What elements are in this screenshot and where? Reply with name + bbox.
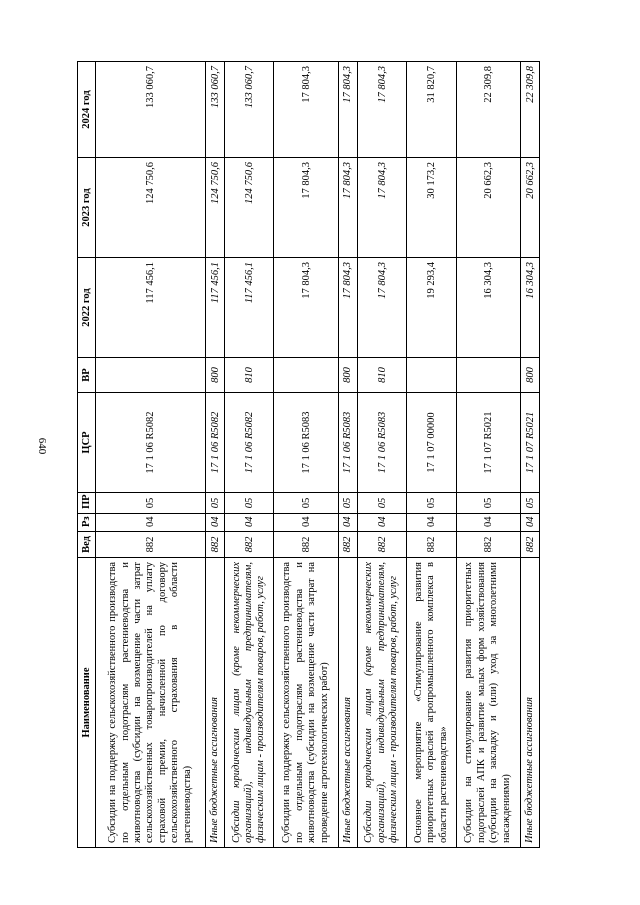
cell-name: Основное мероприятие «Стимулирование развития приоритетных отраслей агропромышленного комплекса в области растениеводства»: [407, 558, 456, 848]
cell-rz: 04: [407, 514, 456, 532]
cell-2023: 20 662,3: [521, 158, 540, 258]
cell-2023: 30 173,2: [407, 158, 456, 258]
header-pr: ПР: [78, 493, 96, 514]
cell-name: Субсидии юридическим лицам (кроме некоммерческих организаций), индивидуальным предпринимателям, физическим лицам - производителям товаров, работ, услуг: [357, 558, 406, 848]
cell-2023: 17 804,3: [357, 158, 406, 258]
cell-csr: 17 1 06 R5082: [96, 393, 206, 493]
cell-csr: 17 1 06 R5083: [274, 393, 339, 493]
header-csr: ЦСР: [78, 393, 96, 493]
table-row: [521, 62, 540, 848]
cell-2024: 133 060,7: [225, 62, 274, 158]
cell-vr: 800: [206, 358, 225, 393]
cell-2022: 19 293,4: [407, 258, 456, 358]
cell-pr: 05: [456, 493, 521, 514]
cell-ved: 882: [206, 532, 225, 558]
cell-ved: 882: [357, 532, 406, 558]
header-2024: 2024 год: [78, 62, 96, 158]
cell-pr: 05: [357, 493, 406, 514]
cell-pr: 05: [96, 493, 206, 514]
table-row: [96, 62, 206, 848]
cell-2024: 133 060,7: [206, 62, 225, 158]
cell-csr: 17 1 06 R5083: [357, 393, 406, 493]
cell-ved: 882: [407, 532, 456, 558]
cell-name: Субсидии на стимулирование развития приоритетных подотраслей АПК и развитие малых форм хозяйствования (субсидии на закладку и (или) уход за многолетними насаждениями): [456, 558, 521, 848]
cell-vr: 800: [521, 358, 540, 393]
cell-pr: 05: [407, 493, 456, 514]
cell-name: Субсидии на поддержку сельскохозяйственного производства по отдельным подотраслям растениеводства и животноводства (субсидии на возмещение части затрат сельскохозяйственных товаропроизводителей на уплату страховой премии, начисленной по договору сельскохозяйственного страхования в области растениеводства): [96, 558, 206, 848]
cell-ved: 882: [456, 532, 521, 558]
cell-vr: 810: [357, 358, 406, 393]
cell-pr: 05: [274, 493, 339, 514]
cell-2022: 17 804,3: [338, 258, 357, 358]
cell-vr: [96, 358, 206, 393]
page-number: 640: [36, 437, 48, 455]
cell-2022: 16 304,3: [521, 258, 540, 358]
cell-2024: 31 820,7: [407, 62, 456, 158]
cell-2024: 17 804,3: [338, 62, 357, 158]
header-name: Наименование: [78, 558, 96, 848]
cell-ved: 882: [274, 532, 339, 558]
cell-name: Субсидии юридическим лицам (кроме некоммерческих организаций), индивидуальным предпринимателям, физическим лицам - производителям товаров, работ, услуг: [225, 558, 274, 848]
table-row: [357, 62, 406, 848]
cell-ved: 882: [225, 532, 274, 558]
header-2023: 2023 год: [78, 158, 96, 258]
cell-2023: 124 750,6: [225, 158, 274, 258]
cell-rz: 04: [521, 514, 540, 532]
cell-ved: 882: [521, 532, 540, 558]
cell-2024: 22 309,8: [521, 62, 540, 158]
table-row: [225, 62, 274, 848]
cell-vr: 810: [225, 358, 274, 393]
cell-2022: 117 456,1: [225, 258, 274, 358]
cell-2022: 17 804,3: [357, 258, 406, 358]
cell-vr: [407, 358, 456, 393]
table-row: [456, 62, 521, 848]
cell-csr: 17 1 06 R5082: [225, 393, 274, 493]
cell-csr: 17 1 07 R5021: [456, 393, 521, 493]
table-row: [407, 62, 456, 848]
cell-ved: 882: [96, 532, 206, 558]
cell-pr: 05: [225, 493, 274, 514]
cell-2022: 16 304,3: [456, 258, 521, 358]
cell-csr: 17 1 06 R5083: [338, 393, 357, 493]
cell-rz: 04: [357, 514, 406, 532]
cell-csr: 17 1 06 R5082: [206, 393, 225, 493]
cell-2023: 17 804,3: [338, 158, 357, 258]
header-2022: 2022 год: [78, 258, 96, 358]
cell-2023: 124 750,6: [206, 158, 225, 258]
cell-rz: 04: [456, 514, 521, 532]
header-vr: ВР: [78, 358, 96, 393]
rotated-table-wrapper: [77, 62, 540, 848]
header-row: [78, 62, 96, 848]
cell-2023: 20 662,3: [456, 158, 521, 258]
cell-ved: 882: [338, 532, 357, 558]
cell-2023: 17 804,3: [274, 158, 339, 258]
cell-vr: [456, 358, 521, 393]
cell-name: Иные бюджетные ассигнования: [206, 558, 225, 848]
cell-rz: 04: [225, 514, 274, 532]
cell-pr: 05: [521, 493, 540, 514]
cell-csr: 17 1 07 R5021: [521, 393, 540, 493]
cell-2022: 17 804,3: [274, 258, 339, 358]
cell-2023: 124 750,6: [96, 158, 206, 258]
cell-2024: 17 804,3: [274, 62, 339, 158]
cell-name: Иные бюджетные ассигнования: [521, 558, 540, 848]
cell-vr: 800: [338, 358, 357, 393]
cell-2024: 133 060,7: [96, 62, 206, 158]
table-row: [206, 62, 225, 848]
cell-name: Субсидии на поддержку сельскохозяйственного производства по отдельным подотраслям растениеводства и животноводства (субсидии на возмещение части затрат на проведение агротехнологических работ): [274, 558, 339, 848]
table-row: [274, 62, 339, 848]
cell-2022: 117 456,1: [96, 258, 206, 358]
cell-rz: 04: [96, 514, 206, 532]
cell-csr: 17 1 07 00000: [407, 393, 456, 493]
cell-pr: 05: [206, 493, 225, 514]
cell-2024: 22 309,8: [456, 62, 521, 158]
table-row: [338, 62, 357, 848]
cell-rz: 04: [206, 514, 225, 532]
cell-rz: 04: [274, 514, 339, 532]
header-rz: Рз: [78, 514, 96, 532]
cell-name: Иные бюджетные ассигнования: [338, 558, 357, 848]
cell-vr: [274, 358, 339, 393]
cell-pr: 05: [338, 493, 357, 514]
header-ved: Вед: [78, 532, 96, 558]
cell-rz: 04: [338, 514, 357, 532]
cell-2022: 117 456,1: [206, 258, 225, 358]
budget-table: [77, 61, 540, 848]
cell-2024: 17 804,3: [357, 62, 406, 158]
